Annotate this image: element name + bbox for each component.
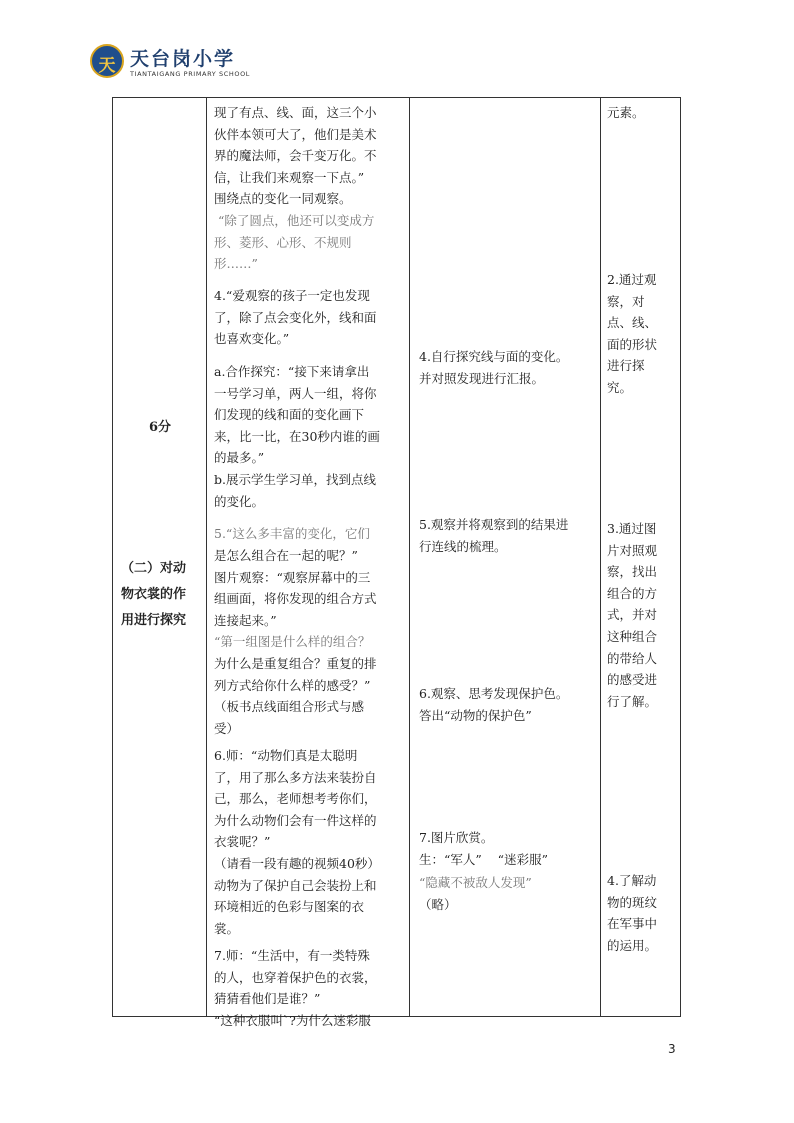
school-logo — [90, 44, 124, 78]
text-line: 察，找出 — [607, 564, 658, 580]
teacher-activity-block — [214, 285, 377, 350]
design-intent-block — [607, 870, 657, 956]
lesson-plan-table — [112, 97, 681, 1028]
school-name: 天台岗小学 — [130, 48, 236, 70]
text-line: 裳。 — [214, 920, 240, 936]
text-line: 伙伴本领可大了，他们是美术 — [214, 126, 377, 142]
teacher-activity-block — [214, 631, 370, 653]
text-line: 2.通过观 — [607, 272, 657, 287]
text-line: 猜猜看他们是谁？” — [214, 991, 321, 1007]
text-line: 是怎么组合在一起的呢？” — [214, 548, 358, 563]
text-line: 现了有点、线、面，这三个小 — [214, 105, 377, 120]
text-line: 4.自行探究线与面的变化。 — [419, 349, 569, 364]
student-activity-block — [419, 514, 568, 557]
teacher-activity-block — [214, 523, 370, 545]
text-line: 3.通过图 — [607, 521, 657, 536]
text-line: 信，让我们来观察一下点。” — [214, 169, 365, 185]
text-line: 6.观察、思考发现保护色。 — [419, 686, 569, 701]
text-line: 们发现的线和面的变化画下 — [214, 407, 365, 423]
text-line: 为什么是重复组合？重复的排 — [214, 656, 377, 671]
student-activity-block — [419, 827, 548, 870]
text-line: 也喜欢变化。” — [214, 331, 290, 347]
text-line: 生：“军人” “迷彩服” — [419, 851, 548, 867]
text-line: 环境相近的色彩与图案的衣 — [214, 899, 365, 915]
text-line: “除了圆点，他还可以变成方 — [214, 213, 375, 228]
text-line: 围绕点的变化一同观察。 — [214, 191, 352, 207]
text-line: 究。 — [607, 379, 633, 395]
text-line: 为什么动物们会有一件这样的 — [214, 812, 377, 828]
text-line: 了，除了点会变化外，线和面 — [214, 309, 377, 325]
school-name-en: TIANTAIGANG PRIMARY SCHOOL — [130, 70, 251, 78]
text-line: 的人，也穿着保护色的衣裳， — [214, 969, 377, 985]
text-line: 物的斑纹 — [607, 894, 658, 910]
logo-char: 天 — [98, 56, 116, 76]
stage-title-line: 物衣裳的作 — [121, 587, 187, 602]
teacher-activity-block — [214, 361, 380, 512]
teacher-activity-block — [214, 945, 377, 1031]
text-line: 的运用。 — [607, 937, 658, 953]
text-line: 衣裳呢？” — [214, 834, 271, 850]
text-line: 答出“动物的保护色” — [419, 707, 532, 723]
text-line: 的感受进 — [607, 672, 658, 688]
student-activity-block — [419, 894, 457, 916]
teacher-activity-block — [214, 653, 377, 739]
column-divider — [600, 98, 601, 1016]
teacher-activity-block — [214, 745, 380, 939]
text-line: 了，用了那么多方法来装扮自 — [214, 769, 377, 785]
teacher-activity-block — [214, 102, 377, 210]
text-line: 己，那么，老师想考考你们， — [214, 791, 377, 807]
stage-title — [121, 556, 201, 634]
text-line: 动物为了保护自己会装扮上和 — [214, 877, 377, 893]
text-line: “隐藏不被敌人发现” — [419, 875, 532, 890]
design-intent-block — [607, 269, 657, 399]
text-line: 的最多。” — [214, 450, 265, 466]
text-line: 4.了解动 — [607, 873, 657, 888]
text-line: 列方式给你什么样的感受？” — [214, 677, 371, 693]
text-line: （板书点线面组合形式与感 — [214, 699, 365, 715]
text-line: 这种组合 — [607, 628, 658, 644]
text-line: 进行探 — [607, 358, 645, 374]
text-line: 受） — [214, 720, 240, 736]
student-activity-block — [419, 872, 532, 894]
text-line: 组合的方 — [607, 585, 658, 601]
text-line: 形……” — [214, 256, 258, 272]
text-line: 6.师：“动物们真是太聪明 — [214, 748, 358, 763]
text-line: 连接起来。” — [214, 612, 277, 628]
stage-title-line: 用进行探究 — [121, 613, 187, 628]
text-line: 的带给人 — [607, 650, 658, 666]
text-line: 式，并对 — [607, 607, 658, 623]
text-line: 元素。 — [607, 105, 645, 120]
text-line: 并对照发现进行汇报。 — [419, 370, 545, 386]
text-line: 界的魔法师，会千变万化。不 — [214, 148, 377, 164]
text-line: 4.“爱观察的孩子一定也发现 — [214, 288, 370, 303]
text-line: 行连线的梳理。 — [419, 538, 507, 554]
text-line: 5.“这么多丰富的变化，它们 — [214, 526, 370, 541]
text-line: 片对照观 — [607, 542, 658, 558]
page-number: 3 — [668, 1042, 676, 1056]
text-line: （略） — [419, 897, 457, 912]
text-line: 点、线、 — [607, 315, 658, 331]
text-line: “第一组图是什么样的组合？ — [214, 634, 371, 649]
stage-title-line: （二）对动 — [121, 561, 187, 576]
text-line: “这种衣服叫`?为什么迷彩服 — [214, 1012, 371, 1028]
text-line: 一号学习单，两人一组，将你 — [214, 385, 377, 401]
student-activity-block — [419, 683, 568, 726]
text-line: 图片观察：“观察屏幕中的三 — [214, 569, 371, 585]
stage-time: 6分 — [148, 420, 172, 435]
text-line: 在军事中 — [607, 916, 658, 932]
text-line: 面的形状 — [607, 336, 658, 352]
design-intent-block — [607, 518, 657, 712]
text-line: 组画面，将你发现的组合方式 — [214, 591, 377, 607]
text-line: 行了解。 — [607, 693, 658, 709]
text-line: a.合作探究：“接下来请拿出 — [214, 364, 370, 379]
text-line: 来，比一比，在30秒内谁的画 — [214, 428, 380, 444]
student-activity-block — [419, 346, 568, 389]
text-line: 的变化。 — [214, 493, 265, 509]
teacher-activity-block — [214, 210, 374, 275]
column-divider — [206, 98, 207, 1016]
text-line: 5.观察并将观察到的结果进 — [419, 517, 569, 532]
text-line: 7.师：“生活中，有一类特殊 — [214, 948, 370, 963]
teacher-activity-block — [214, 545, 377, 631]
text-line: 形、菱形、心形、不规则 — [214, 234, 352, 250]
text-line: 察，对 — [607, 293, 645, 309]
text-line: b.展示学生学习单，找到点线 — [214, 471, 376, 487]
text-line: （请看一段有趣的视频40秒） — [214, 855, 380, 871]
design-intent-block — [607, 102, 645, 124]
text-line: 7.图片欣赏。 — [419, 830, 494, 845]
column-divider — [409, 98, 410, 1016]
